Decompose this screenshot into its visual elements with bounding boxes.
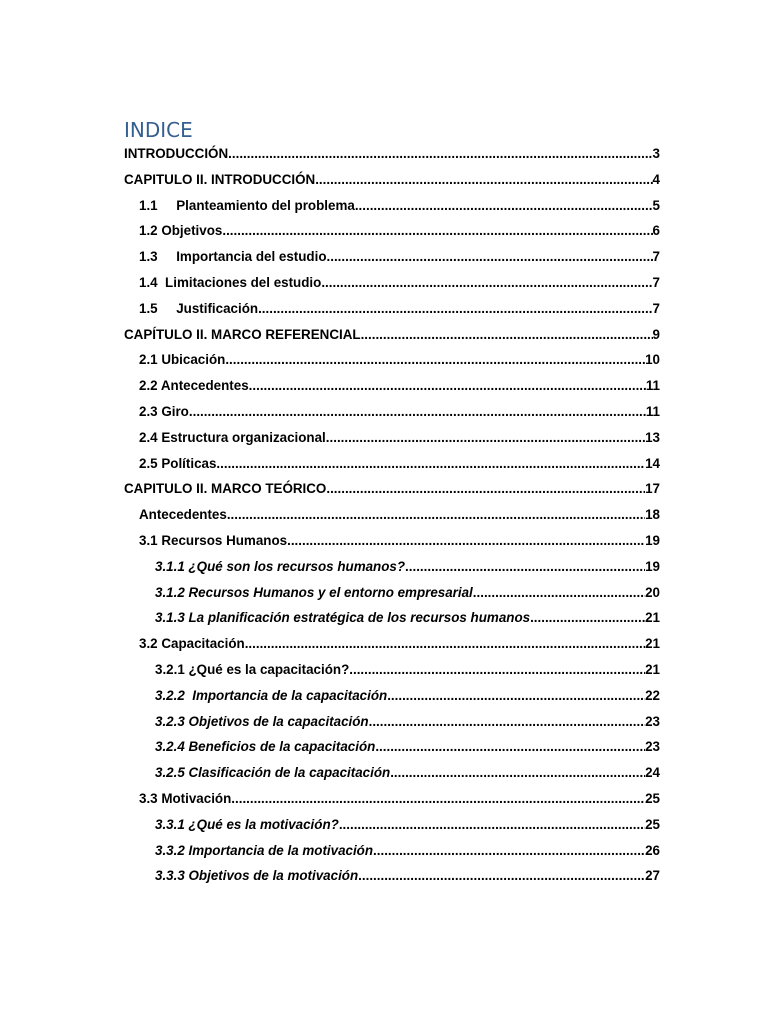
toc-entry[interactable] <box>139 502 660 528</box>
toc-entry-page-number: 20 <box>645 584 660 600</box>
toc-entry-page-number: 21 <box>645 636 660 652</box>
toc-entry-page-number: 25 <box>645 790 660 806</box>
toc-entry-label: 1.5 Justificación <box>139 300 259 316</box>
toc-entry-label: 3.1 Recursos Humanos <box>139 532 288 548</box>
toc-entry-label: INTRODUCCIÓN <box>124 146 229 161</box>
toc-entry[interactable] <box>155 709 660 735</box>
toc-dot-leader <box>326 425 645 451</box>
toc-entry-page-number: 27 <box>645 868 660 884</box>
toc-dot-leader <box>349 657 645 683</box>
toc-entry-label: 3.2.1 ¿Qué es la capacitación? <box>155 661 350 677</box>
toc-entry[interactable] <box>155 683 660 709</box>
page-title: INDICE <box>124 118 193 142</box>
toc-entry-label: 3.3.2 Importancia de la motivación <box>155 842 374 858</box>
toc-entry[interactable] <box>155 657 660 683</box>
toc-entry[interactable] <box>139 270 660 296</box>
toc-entry-label: 3.2 Capacitación <box>139 636 245 652</box>
toc-entry[interactable] <box>139 425 660 451</box>
toc-entry-page-number: 6 <box>652 223 660 239</box>
toc-entry-page-number: 7 <box>652 249 660 265</box>
toc-dot-leader <box>355 193 653 219</box>
toc-entry-page-number: 11 <box>645 378 660 394</box>
toc-entry-page-number: 5 <box>652 197 660 213</box>
toc-dot-leader <box>373 838 645 864</box>
table-of-contents <box>0 141 768 889</box>
toc-entry-label: Antecedentes <box>139 507 227 523</box>
toc-entry-page-number: 13 <box>645 429 660 445</box>
toc-entry-label: 2.2 Antecedentes <box>139 378 249 394</box>
toc-dot-leader <box>231 786 645 812</box>
toc-entry-page-number: 18 <box>645 507 660 523</box>
toc-entry-label: 1.2 Objetivos <box>139 223 223 239</box>
toc-entry-label: 3.1.3 La planificación estratégica de los recursos humanos <box>155 610 531 626</box>
toc-entry-page-number: 9 <box>652 326 660 342</box>
toc-entry[interactable] <box>155 863 660 889</box>
toc-entry-label: 2.1 Ubicación <box>139 352 226 368</box>
toc-entry-page-number: 26 <box>645 842 660 858</box>
toc-dot-leader <box>390 760 645 786</box>
toc-entry-label: 3.2.5 Clasificación de la capacitación <box>155 765 391 781</box>
toc-entry-page-number: 24 <box>645 765 660 781</box>
toc-dot-leader <box>228 141 652 167</box>
toc-entry[interactable] <box>139 528 660 554</box>
toc-entry-label: CAPÍTULO II. MARCO REFERENCIAL <box>124 326 361 342</box>
toc-dot-leader <box>375 734 645 760</box>
toc-entry-label: 2.4 Estructura organizacional <box>139 429 326 445</box>
toc-entry-label: 3.3 Motivación <box>139 790 232 806</box>
toc-entry[interactable] <box>155 838 660 864</box>
toc-entry[interactable] <box>139 218 660 244</box>
toc-entry-page-number: 19 <box>645 532 660 548</box>
toc-dot-leader <box>405 554 645 580</box>
toc-entry[interactable] <box>155 812 660 838</box>
toc-entry-page-number: 10 <box>645 352 660 368</box>
toc-entry[interactable] <box>139 451 660 477</box>
toc-entry-label: 3.1.2 Recursos Humanos y el entorno empresarial <box>155 584 473 600</box>
toc-dot-leader <box>361 322 653 348</box>
toc-entry-page-number: 7 <box>652 274 660 290</box>
toc-entry[interactable] <box>139 373 660 399</box>
toc-entry-label: 3.3.1 ¿Qué es la motivación? <box>155 816 339 832</box>
toc-entry-label: 3.2.3 Objetivos de la capacitación <box>155 713 369 729</box>
toc-dot-leader <box>258 296 652 322</box>
toc-entry-page-number: 19 <box>645 558 660 574</box>
toc-entry[interactable] <box>124 167 660 193</box>
toc-dot-leader <box>249 373 646 399</box>
toc-dot-leader <box>369 709 645 735</box>
toc-dot-leader <box>326 476 645 502</box>
toc-entry[interactable] <box>155 580 660 606</box>
toc-entry[interactable] <box>139 244 660 270</box>
toc-dot-leader <box>327 244 653 270</box>
toc-entry[interactable] <box>139 631 660 657</box>
toc-dot-leader <box>222 218 652 244</box>
toc-entry-page-number: 22 <box>645 687 660 703</box>
toc-entry-page-number: 3 <box>652 146 660 161</box>
toc-dot-leader <box>225 347 645 373</box>
toc-dot-leader <box>245 631 645 657</box>
toc-entry-page-number: 23 <box>645 739 660 755</box>
toc-entry[interactable] <box>155 605 660 631</box>
toc-dot-leader <box>189 399 646 425</box>
toc-entry[interactable] <box>155 734 660 760</box>
toc-entry[interactable] <box>124 476 660 502</box>
toc-entry[interactable] <box>155 554 660 580</box>
toc-entry[interactable] <box>139 296 660 322</box>
toc-entry-page-number: 23 <box>645 713 660 729</box>
toc-entry-page-number: 7 <box>652 300 660 316</box>
toc-dot-leader <box>216 451 645 477</box>
toc-entry-label: 3.2.4 Beneficios de la capacitación <box>155 739 376 755</box>
toc-entry-page-number: 17 <box>645 481 660 497</box>
toc-entry-label: 3.3.3 Objetivos de la motivación <box>155 868 359 884</box>
toc-entry-label: CAPITULO II. MARCO TEÓRICO <box>124 481 327 497</box>
toc-entry[interactable] <box>139 193 660 219</box>
toc-entry-page-number: 14 <box>645 455 660 471</box>
toc-dot-leader <box>287 528 645 554</box>
toc-entry-label: 3.2.2 Importancia de la capacitación <box>155 687 388 703</box>
toc-entry-page-number: 4 <box>652 171 660 187</box>
toc-entry-label: 3.1.1 ¿Qué son los recursos humanos? <box>155 558 406 574</box>
toc-entry[interactable] <box>124 141 660 167</box>
toc-entry-label: CAPITULO II. INTRODUCCIÓN <box>124 171 316 187</box>
toc-entry-label: 2.5 Políticas <box>139 455 217 471</box>
toc-entry[interactable] <box>124 322 660 348</box>
toc-entry-label: 1.4 Limitaciones del estudio <box>139 274 322 290</box>
toc-entry[interactable] <box>139 786 660 812</box>
toc-entry[interactable] <box>155 760 660 786</box>
toc-entry-page-number: 21 <box>645 610 660 626</box>
toc-entry-label: 1.1 Planteamiento del problema <box>139 197 355 213</box>
toc-dot-leader <box>321 270 652 296</box>
toc-dot-leader <box>227 502 645 528</box>
toc-entry-label: 1.3 Importancia del estudio <box>139 249 327 265</box>
toc-entry[interactable] <box>139 399 660 425</box>
toc-dot-leader <box>358 863 645 889</box>
toc-dot-leader <box>315 167 652 193</box>
toc-dot-leader <box>530 605 645 631</box>
toc-entry-page-number: 11 <box>645 403 660 419</box>
toc-entry[interactable] <box>139 347 660 373</box>
toc-entry-page-number: 25 <box>645 816 660 832</box>
toc-dot-leader <box>473 580 645 606</box>
toc-dot-leader <box>387 683 645 709</box>
toc-entry-page-number: 21 <box>645 661 660 677</box>
toc-entry-label: 2.3 Giro <box>139 403 189 419</box>
toc-dot-leader <box>339 812 645 838</box>
